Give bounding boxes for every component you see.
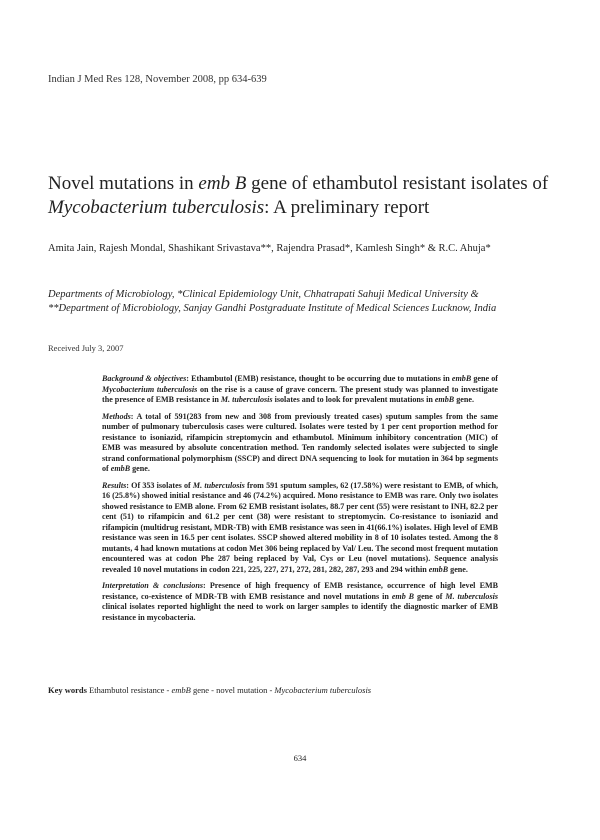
methods-label: Methods xyxy=(102,411,131,421)
keywords-text: Ethambutol resistance - embB gene - novel mutation - Mycobacterium tuberculosis xyxy=(86,685,372,695)
methods-text: : A total of 591(283 from new and 308 from previously treated cases) sputum samples from the same number of pulmonary tuberculosis cases were cultured. Isolates were tested by 1 per cent proportion method for resistance to isoniazid, rifampicin streptomycin and ethambutol. Minimum inhibitory concentration (MIC) of EMB was measured by absolute concentration method. Ten randomly selected isolates were subjected to single strand conformational polymorphism (SSCP) and direct DNA sequencing to look for mutation in 364 bp segments of embB gene. xyxy=(102,411,498,473)
abstract-results xyxy=(102,481,498,576)
title-text-1: Novel mutations in xyxy=(48,173,199,194)
received-date: Received July 3, 2007 xyxy=(48,343,124,353)
title-text-2: gene of ethambutol resistant isolates of xyxy=(246,173,549,194)
keywords xyxy=(48,685,568,695)
conclusions-label: Interpretation & conclusions xyxy=(102,581,203,590)
results-text: : Of 353 isolates of M. tuberculosis from 591 sputum samples, 62 (17.58%) were resistant to EMB, of which, 16 (25.8%) showed initial resistance and 46 (74.2%) acquired. Mono resistance to EMB was rare. Only two isolates showed resistance to EMB alone. From 62 EMB resistant isolates, 88.7 per cent (55) were resistant to INH, 82.2 per cent (51) to rifampicin and 61.2 per cent (38) were resistant to streptomycin. Co-resistance to isoniazid and rifampicin (multidrug resistant, MDR-TB) with EMB resistance was seen in 41(66.1%) isolates. High level of EMB resistance was seen in 16.5 per cent isolates. SSCP showed altered mobility in 8 of 10 isolates tested. Among the 8 mutants, 4 had known mutations at codon Met 306 being replaced by Val/ Leu. The second most frequent mutation encountered was at codon Phe 287 being replaced by Val, Cys or Leu (novel mutations). Sequence analysis revealed 10 novel mutations in codon 221, 225, 227, 271, 272, 281, 282, 287, 293 and 294 within embB gene. xyxy=(102,480,498,574)
results-label: Results xyxy=(102,480,127,490)
abstract xyxy=(102,374,498,629)
page-number: 634 xyxy=(293,753,307,763)
journal-citation: Indian J Med Res 128, November 2008, pp 634-639 xyxy=(48,74,267,85)
title-gene-name: emb B xyxy=(198,173,247,194)
background-text: : Ethambutol (EMB) resistance, thought to be occurring due to mutations in embB gene of Mycobacterium tuberculosis on the rise is a cause of grave concern. The present study was planned to investigate the presence of EMB resistance in M. tuberculosis isolates and to look for prevalent mutations in embB gene. xyxy=(102,374,498,404)
affiliations xyxy=(48,288,568,316)
keywords-label: Key words xyxy=(48,685,87,695)
article-title xyxy=(48,172,568,220)
abstract-background xyxy=(102,374,498,406)
affiliation-line-2: **Department of Microbiology, Sanjay Gandhi Postgraduate Institute of Medical Sciences Lucknow, India xyxy=(48,303,497,314)
abstract-methods xyxy=(102,412,498,475)
title-organism-name: Mycobacterium tuberculosis xyxy=(48,197,265,218)
conclusions-text: : Presence of high frequency of EMB resistance, occurrence of high level EMB resistance, co-existence of MDR-TB with EMB resistance and novel mutations in emb B gene of M. tuberculosis clinical isolates reported highlight the need to work on larger samples to identify the diagnostic marker of EMB resistance in mycobacteria. xyxy=(102,581,499,622)
author-list: Amita Jain, Rajesh Mondal, Shashikant Srivastava**, Rajendra Prasad*, Kamlesh Singh* & R.C. Ahuja* xyxy=(48,243,491,254)
title-text-3: : A preliminary report xyxy=(264,197,430,218)
background-label: Background & objectives xyxy=(102,374,187,383)
abstract-conclusions xyxy=(102,581,498,623)
affiliation-line-1: Departments of Microbiology, *Clinical Epidemiology Unit, Chhatrapati Sahuji Medical University & xyxy=(48,289,479,300)
